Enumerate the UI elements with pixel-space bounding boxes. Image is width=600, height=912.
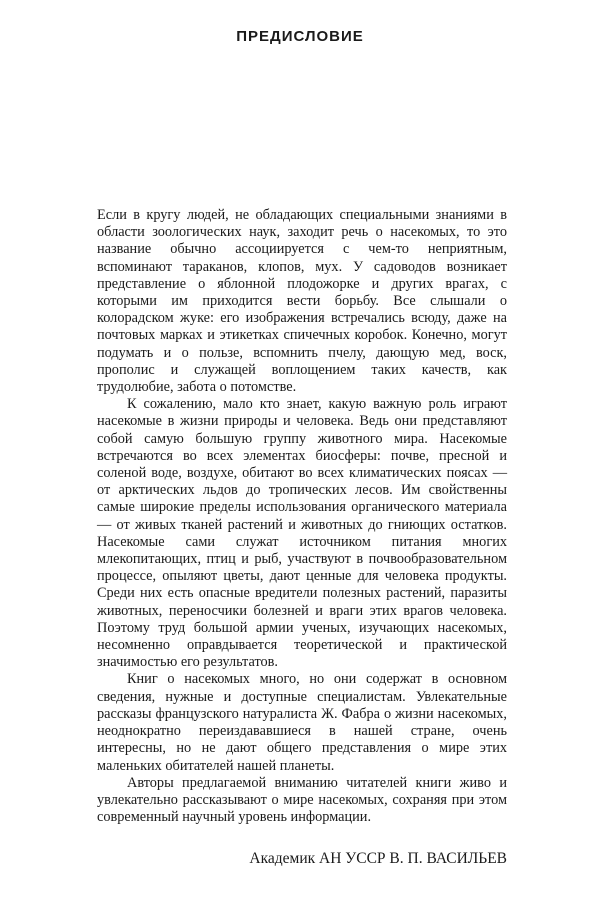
paragraph-3: Книг о насекомых много, но они содержат в основном сведения, нужные и доступные специалистам. Увлекательные рассказы французского натуралиста Ж. Фабра о жизни насекомых, неоднократно переиздававшиеся в нашей стране, очень интересны, но не дают общего представления о мире этих маленьких обитателей нашей планеты. [97,671,507,774]
paragraph-4: Авторы предлагаемой вниманию читателей книги живо и увлекательно рассказывают о мире насекомых, сохраняя при этом современный научный уровень информации. [97,774,507,826]
paragraph-2: К сожалению, мало кто знает, какую важную роль играют насекомые в жизни природы и человека. Ведь они представляют собой самую большую группу животного мира. Насекомые встречаются во всех элементах биосферы: почве, пресной и соленой воде, воздухе, обитают во всех климатических поясах — от арктических льдов до тропических лесов. Им свойственны самые широкие пределы использования органического материала — от живых тканей растений и животных до гниющих остатков. Насекомые сами служат источником питания многих млекопитающих, птиц и рыб, участвуют в почвообразовательном процессе, опыляют цветы, дают ценные для человека продукты. Среди них есть опасные вредители полезных растений, паразиты животных, переносчики болезней и враги этих врагов человека. Поэтому труд большой армии ученых, изучающих насекомых, несомненно оправдывается теоретической и практической значимостью его результатов. [97,396,507,671]
page-title: ПРЕДИСЛОВИЕ [236,28,364,45]
author-signature: Академик АН УССР В. П. ВАСИЛЬЕВ [249,850,507,867]
paragraph-1: Если в кругу людей, не обладающих специальными знаниями в области зоологических наук, заходит речь о насекомых, то это название обычно ассоциируется с чем-то неприятным, вспоминают тараканов, клопов, мух. У садоводов возникает представление о яблонной плодожорке и других врагах, с которыми им приходится вести борьбу. Все слышали о колорадском жуке: его изображения встречались всюду, даже на почтовых марках и этикетках спичечных коробок. Конечно, могут подумать и о пользе, вспомнить пчелу, дающую мед, воск, прополис и служащей воплощением таких качеств, как трудолюбие, забота о потомстве. [97,207,507,396]
preface-body [97,207,507,826]
